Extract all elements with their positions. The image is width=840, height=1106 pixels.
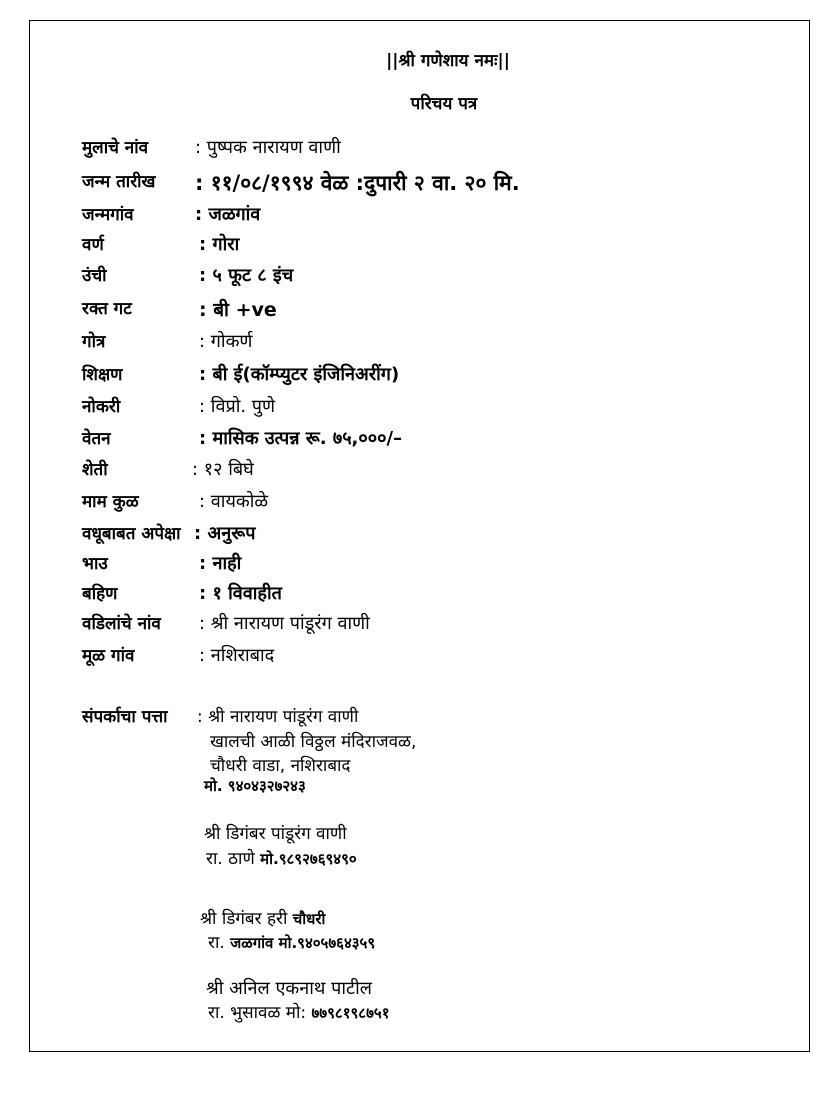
field-label: बहिण bbox=[82, 584, 118, 604]
field-value: : अनुरूप bbox=[194, 523, 256, 544]
field-value: : गोरा bbox=[199, 234, 240, 255]
field-label: वेतन bbox=[82, 429, 111, 449]
contact-person-3-prefix: रा. bbox=[208, 933, 225, 953]
contact-person-3-detail bbox=[208, 930, 375, 953]
field-value: : गोकर्ण bbox=[199, 331, 253, 352]
field-value: : श्री नारायण पांडूरंग वाणी bbox=[199, 613, 370, 634]
field-value: : जळगांव bbox=[195, 204, 261, 225]
contact-person-2-phone: मो.९८९२७६९४९० bbox=[260, 850, 357, 868]
field-value: : बी ई(कॉम्प्युटर इंजिनिअरींग) bbox=[199, 364, 400, 385]
field-value: : १२ बिघे bbox=[192, 459, 254, 480]
field-label: रक्त गट bbox=[82, 299, 132, 319]
contact-line-2: खालची आळी विठ्ठल मंदिराजवळ, bbox=[210, 732, 417, 752]
contact-label: संपर्काचा पत्ता bbox=[82, 707, 168, 727]
contact-person-4-place: रा. भुसावळ मो: bbox=[208, 1003, 307, 1023]
contact-person-2-name: श्री डिगंबर पांडूरंग वाणी bbox=[204, 824, 347, 844]
contact-person-2-place: रा. ठाणे bbox=[206, 849, 255, 869]
field-label: मूळ गांव bbox=[82, 646, 135, 666]
field-label: वडिलांचे नांव bbox=[82, 614, 161, 634]
field-value: : बी +ve bbox=[199, 299, 277, 321]
field-label: जन्म तारीख bbox=[82, 172, 156, 192]
field-value: : वायकोळे bbox=[199, 491, 269, 512]
field-label: माम कुळ bbox=[82, 492, 139, 512]
contact-person-3-given: श्री डिगंबर हरी bbox=[200, 909, 288, 929]
contact-person-3-place-phone: जळगांव मो.९४०५७६४३५९ bbox=[230, 934, 376, 952]
field-label: शिक्षण bbox=[82, 365, 123, 385]
field-value: : पुष्पक नारायण वाणी bbox=[195, 137, 341, 158]
contact-person-2-detail bbox=[206, 846, 357, 869]
field-value: : १ विवाहीत bbox=[199, 583, 282, 604]
contact-line-1: : श्री नारायण पांडूरंग वाणी bbox=[197, 707, 359, 727]
field-label: भाउ bbox=[82, 554, 108, 574]
field-label: मुलाचे नांव bbox=[82, 138, 149, 158]
invocation-heading: ||श्री गणेशाय नमः|| bbox=[386, 51, 510, 71]
field-value: : ५ फूट ८ इंच bbox=[199, 265, 294, 286]
contact-person-4-name: श्री अनिल एकनाथ पाटील bbox=[206, 978, 372, 999]
field-label: उंची bbox=[82, 266, 107, 286]
contact-person-4-detail bbox=[208, 1000, 390, 1023]
field-value: : विप्रो. पुणे bbox=[199, 396, 276, 417]
field-label: शेती bbox=[82, 460, 108, 480]
field-label: नोकरी bbox=[82, 397, 121, 417]
field-label: वर्ण bbox=[82, 235, 104, 255]
field-value: : मासिक उत्पन्न रू. ७५,०००/– bbox=[199, 428, 403, 449]
document-title: परिचय पत्र bbox=[410, 94, 478, 114]
contact-person-4-phone: ७७९८१९८७५१ bbox=[311, 1004, 390, 1022]
field-value: : नाही bbox=[199, 553, 242, 574]
field-value: : नशिराबाद bbox=[199, 645, 275, 666]
contact-person-3-name bbox=[200, 906, 325, 929]
field-label: गोत्र bbox=[82, 332, 106, 352]
contact-phone: मो. ९४०४३२७२४३ bbox=[204, 777, 306, 795]
field-value: : ११/०८/१९९४ वेळ :दुपारी २ वा. २० मि. bbox=[195, 171, 520, 195]
field-label: वधूबाबत अपेक्षा bbox=[82, 524, 181, 544]
field-label: जन्मगांव bbox=[82, 205, 134, 225]
contact-person-3-surname: चौधरी bbox=[292, 910, 326, 928]
contact-line-3: चौधरी वाडा, नशिराबाद bbox=[210, 756, 351, 776]
